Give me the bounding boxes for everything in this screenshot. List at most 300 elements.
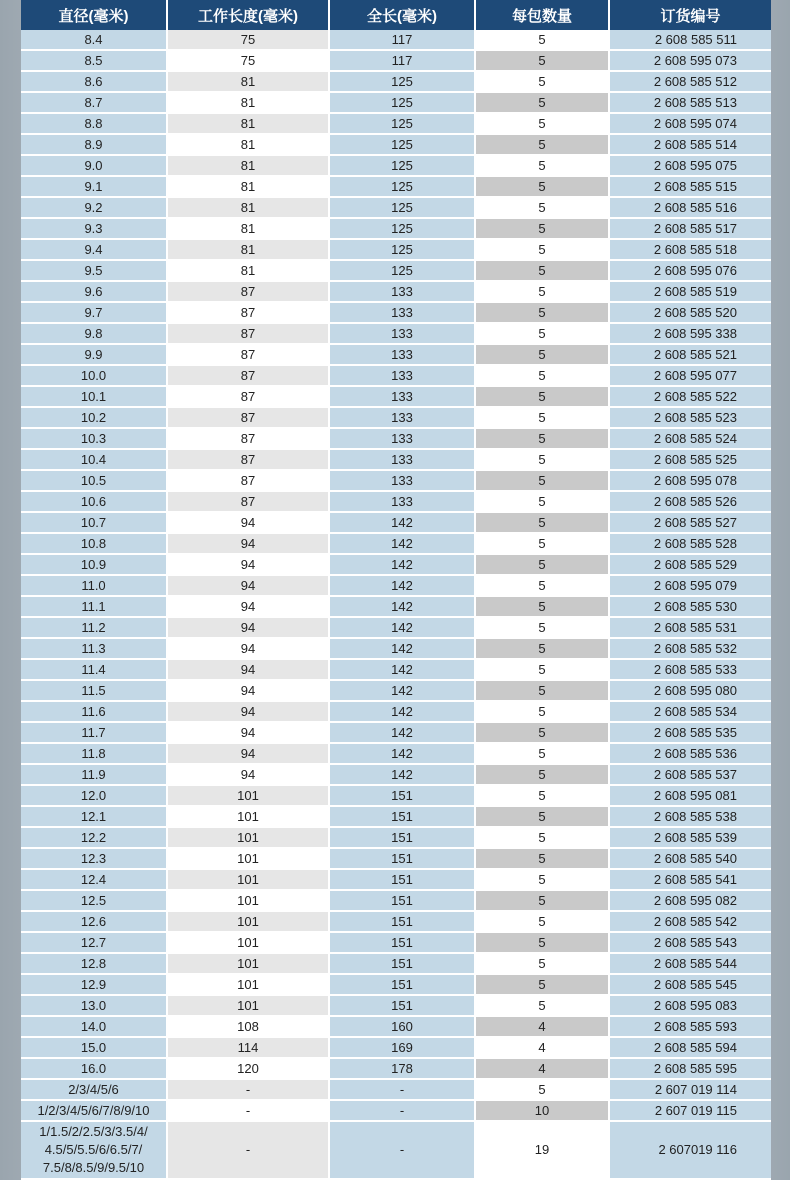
total-length-cell: 151 <box>329 995 475 1016</box>
working-length-cell: 81 <box>167 71 329 92</box>
pack-quantity-cell: 5 <box>475 281 609 302</box>
working-length-cell: 101 <box>167 953 329 974</box>
total-length-cell: 125 <box>329 197 475 218</box>
order-number-cell: 2 608 585 537 <box>609 764 771 785</box>
table-row <box>21 1121 771 1179</box>
order-number-cell: 2 608 585 595 <box>609 1058 771 1079</box>
pack-quantity-cell: 5 <box>475 365 609 386</box>
working-length-cell: 101 <box>167 911 329 932</box>
total-length-cell: 151 <box>329 806 475 827</box>
header-diameter: 直径(毫米) <box>21 0 167 30</box>
order-number-cell: 2 608 595 082 <box>609 890 771 911</box>
table-row <box>21 680 771 701</box>
order-number-cell: 2 608 595 077 <box>609 365 771 386</box>
pack-quantity-cell: 5 <box>475 869 609 890</box>
working-length-cell: - <box>167 1079 329 1100</box>
total-length-cell: 133 <box>329 323 475 344</box>
table-row <box>21 1079 771 1100</box>
order-number-cell: 2 608 585 529 <box>609 554 771 575</box>
order-number-cell: 2 608 585 514 <box>609 134 771 155</box>
pack-quantity-cell: 19 <box>475 1121 609 1179</box>
total-length-cell: 151 <box>329 890 475 911</box>
table-row <box>21 827 771 848</box>
pack-quantity-cell: 5 <box>475 197 609 218</box>
diameter-cell: 13.0 <box>21 995 167 1016</box>
pack-quantity-cell: 5 <box>475 659 609 680</box>
total-length-cell: 125 <box>329 113 475 134</box>
header-working-length: 工作长度(毫米) <box>167 0 329 30</box>
order-number-cell: 2 608 585 527 <box>609 512 771 533</box>
total-length-cell: 160 <box>329 1016 475 1037</box>
diameter-cell: 10.8 <box>21 533 167 554</box>
order-number-cell: 2 608 595 074 <box>609 113 771 134</box>
working-length-cell: 94 <box>167 533 329 554</box>
working-length-cell: 94 <box>167 764 329 785</box>
pack-quantity-cell: 5 <box>475 722 609 743</box>
total-length-cell: 151 <box>329 869 475 890</box>
pack-quantity-cell: 5 <box>475 575 609 596</box>
table-row <box>21 617 771 638</box>
diameter-cell: 8.8 <box>21 113 167 134</box>
total-length-cell: - <box>329 1121 475 1179</box>
table-row <box>21 512 771 533</box>
diameter-cell: 12.2 <box>21 827 167 848</box>
order-number-cell: 2 608 585 515 <box>609 176 771 197</box>
diameter-cell: 11.6 <box>21 701 167 722</box>
working-length-cell: 101 <box>167 869 329 890</box>
total-length-cell: 142 <box>329 617 475 638</box>
diameter-cell: 8.5 <box>21 50 167 71</box>
pack-quantity-cell: 5 <box>475 323 609 344</box>
working-length-cell: 87 <box>167 428 329 449</box>
working-length-cell: 94 <box>167 701 329 722</box>
total-length-cell: 151 <box>329 911 475 932</box>
working-length-cell: 87 <box>167 365 329 386</box>
diameter-cell: 14.0 <box>21 1016 167 1037</box>
working-length-cell: 101 <box>167 848 329 869</box>
order-number-cell: 2 608 585 528 <box>609 533 771 554</box>
pack-quantity-cell: 5 <box>475 848 609 869</box>
table-row <box>21 701 771 722</box>
table-row <box>21 134 771 155</box>
pack-quantity-cell: 5 <box>475 113 609 134</box>
working-length-cell: 87 <box>167 281 329 302</box>
diameter-cell: 15.0 <box>21 1037 167 1058</box>
pack-quantity-cell: 5 <box>475 1079 609 1100</box>
order-number-cell: 2 608 585 544 <box>609 953 771 974</box>
total-length-cell: 151 <box>329 974 475 995</box>
order-number-cell: 2 608 585 593 <box>609 1016 771 1037</box>
total-length-cell: - <box>329 1100 475 1121</box>
total-length-cell: 142 <box>329 659 475 680</box>
diameter-cell: 1/2/3/4/5/6/7/8/9/10 <box>21 1100 167 1121</box>
diameter-cell: 12.7 <box>21 932 167 953</box>
table-row <box>21 575 771 596</box>
total-length-cell: 142 <box>329 554 475 575</box>
header-pack-quantity: 每包数量 <box>475 0 609 30</box>
diameter-cell: 10.1 <box>21 386 167 407</box>
pack-quantity-cell: 5 <box>475 71 609 92</box>
header-total-length: 全长(毫米) <box>329 0 475 30</box>
total-length-cell: 125 <box>329 239 475 260</box>
pack-quantity-cell: 5 <box>475 932 609 953</box>
working-length-cell: 94 <box>167 512 329 533</box>
order-number-cell: 2 608 585 545 <box>609 974 771 995</box>
total-length-cell: - <box>329 1079 475 1100</box>
diameter-cell: 11.8 <box>21 743 167 764</box>
total-length-cell: 125 <box>329 176 475 197</box>
diameter-cell: 9.0 <box>21 155 167 176</box>
table-row <box>21 92 771 113</box>
pack-quantity-cell: 5 <box>475 596 609 617</box>
pack-quantity-cell: 5 <box>475 533 609 554</box>
table-row <box>21 911 771 932</box>
diameter-cell: 11.7 <box>21 722 167 743</box>
order-number-cell: 2 608 595 080 <box>609 680 771 701</box>
pack-quantity-cell: 5 <box>475 449 609 470</box>
order-number-cell: 2 607 019 114 <box>609 1079 771 1100</box>
order-number-cell: 2 608 595 338 <box>609 323 771 344</box>
pack-quantity-cell: 5 <box>475 260 609 281</box>
diameter-cell: 10.7 <box>21 512 167 533</box>
order-number-cell: 2 608 585 534 <box>609 701 771 722</box>
order-number-cell: 2 608 585 533 <box>609 659 771 680</box>
order-number-cell: 2 608 585 512 <box>609 71 771 92</box>
table-row <box>21 281 771 302</box>
working-length-cell: 94 <box>167 680 329 701</box>
working-length-cell: 94 <box>167 596 329 617</box>
total-length-cell: 151 <box>329 932 475 953</box>
working-length-cell: 101 <box>167 827 329 848</box>
total-length-cell: 142 <box>329 638 475 659</box>
working-length-cell: 87 <box>167 491 329 512</box>
table-row <box>21 30 771 50</box>
working-length-cell: 87 <box>167 323 329 344</box>
diameter-cell: 1/1.5/2/2.5/3/3.5/4/ 4.5/5/5.5/6/6.5/7/ 7.5/8/8.5/9/9.5/10 <box>21 1121 167 1179</box>
pack-quantity-cell: 5 <box>475 680 609 701</box>
order-number-cell: 2 608 585 535 <box>609 722 771 743</box>
table-row <box>21 596 771 617</box>
order-number-cell: 2 608 585 541 <box>609 869 771 890</box>
table-row <box>21 239 771 260</box>
order-number-cell: 2 608 585 513 <box>609 92 771 113</box>
total-length-cell: 133 <box>329 470 475 491</box>
order-number-cell: 2 608 585 518 <box>609 239 771 260</box>
working-length-cell: 94 <box>167 575 329 596</box>
order-number-cell: 2 608 595 078 <box>609 470 771 491</box>
pack-quantity-cell: 5 <box>475 827 609 848</box>
diameter-cell: 9.2 <box>21 197 167 218</box>
pack-quantity-cell: 5 <box>475 995 609 1016</box>
working-length-cell: 94 <box>167 617 329 638</box>
table-row <box>21 1100 771 1121</box>
pack-quantity-cell: 5 <box>475 638 609 659</box>
pack-quantity-cell: 5 <box>475 554 609 575</box>
table-row <box>21 50 771 71</box>
order-number-cell: 2 608 595 083 <box>609 995 771 1016</box>
pack-quantity-cell: 5 <box>475 806 609 827</box>
diameter-cell: 11.3 <box>21 638 167 659</box>
working-length-cell: 94 <box>167 659 329 680</box>
diameter-cell: 10.6 <box>21 491 167 512</box>
table-row <box>21 71 771 92</box>
working-length-cell: 94 <box>167 638 329 659</box>
total-length-cell: 142 <box>329 743 475 764</box>
table-row <box>21 470 771 491</box>
table-row <box>21 533 771 554</box>
table-row <box>21 890 771 911</box>
total-length-cell: 142 <box>329 680 475 701</box>
working-length-cell: 75 <box>167 30 329 50</box>
working-length-cell: 94 <box>167 743 329 764</box>
working-length-cell: 75 <box>167 50 329 71</box>
working-length-cell: - <box>167 1121 329 1179</box>
pack-quantity-cell: 5 <box>475 155 609 176</box>
table-row <box>21 218 771 239</box>
total-length-cell: 117 <box>329 50 475 71</box>
total-length-cell: 125 <box>329 260 475 281</box>
diameter-cell: 12.3 <box>21 848 167 869</box>
order-number-cell: 2 608 585 531 <box>609 617 771 638</box>
order-number-cell: 2 608 585 524 <box>609 428 771 449</box>
working-length-cell: 81 <box>167 113 329 134</box>
total-length-cell: 133 <box>329 344 475 365</box>
pack-quantity-cell: 5 <box>475 50 609 71</box>
order-number-cell: 2 608 585 522 <box>609 386 771 407</box>
diameter-cell: 8.7 <box>21 92 167 113</box>
pack-quantity-cell: 4 <box>475 1058 609 1079</box>
table-row <box>21 743 771 764</box>
diameter-cell: 9.5 <box>21 260 167 281</box>
order-number-cell: 2 608 585 516 <box>609 197 771 218</box>
table-row <box>21 1016 771 1037</box>
working-length-cell: 101 <box>167 995 329 1016</box>
drill-bit-spec-table <box>21 0 771 1180</box>
working-length-cell: 81 <box>167 155 329 176</box>
diameter-cell: 11.1 <box>21 596 167 617</box>
total-length-cell: 142 <box>329 533 475 554</box>
order-number-cell: 2 608 585 517 <box>609 218 771 239</box>
pack-quantity-cell: 5 <box>475 743 609 764</box>
working-length-cell: 101 <box>167 890 329 911</box>
total-length-cell: 125 <box>329 71 475 92</box>
total-length-cell: 125 <box>329 134 475 155</box>
total-length-cell: 151 <box>329 953 475 974</box>
diameter-cell: 9.8 <box>21 323 167 344</box>
pack-quantity-cell: 4 <box>475 1037 609 1058</box>
table-row <box>21 491 771 512</box>
diameter-cell: 12.1 <box>21 806 167 827</box>
order-number-cell: 2 608 595 079 <box>609 575 771 596</box>
order-number-cell: 2 608 585 520 <box>609 302 771 323</box>
pack-quantity-cell: 5 <box>475 701 609 722</box>
working-length-cell: 87 <box>167 449 329 470</box>
total-length-cell: 125 <box>329 218 475 239</box>
pack-quantity-cell: 5 <box>475 92 609 113</box>
pack-quantity-cell: 4 <box>475 1016 609 1037</box>
pack-quantity-cell: 5 <box>475 176 609 197</box>
diameter-cell: 11.4 <box>21 659 167 680</box>
pack-quantity-cell: 5 <box>475 764 609 785</box>
diameter-cell: 10.9 <box>21 554 167 575</box>
working-length-cell: 81 <box>167 260 329 281</box>
diameter-cell: 10.4 <box>21 449 167 470</box>
total-length-cell: 151 <box>329 785 475 806</box>
pack-quantity-cell: 5 <box>475 953 609 974</box>
header-order-number: 订货编号 <box>609 0 771 30</box>
working-length-cell: 87 <box>167 302 329 323</box>
total-length-cell: 133 <box>329 407 475 428</box>
order-number-cell: 2 608 585 521 <box>609 344 771 365</box>
table-row <box>21 449 771 470</box>
table-row <box>21 428 771 449</box>
total-length-cell: 178 <box>329 1058 475 1079</box>
diameter-cell: 9.4 <box>21 239 167 260</box>
total-length-cell: 117 <box>329 30 475 50</box>
pack-quantity-cell: 5 <box>475 386 609 407</box>
working-length-cell: - <box>167 1100 329 1121</box>
total-length-cell: 169 <box>329 1037 475 1058</box>
diameter-cell: 9.9 <box>21 344 167 365</box>
diameter-cell: 12.5 <box>21 890 167 911</box>
diameter-cell: 8.6 <box>21 71 167 92</box>
pack-quantity-cell: 5 <box>475 617 609 638</box>
table-row <box>21 197 771 218</box>
order-number-cell: 2 608 585 539 <box>609 827 771 848</box>
working-length-cell: 81 <box>167 197 329 218</box>
order-number-cell: 2 608 585 543 <box>609 932 771 953</box>
table-row <box>21 365 771 386</box>
diameter-cell: 12.8 <box>21 953 167 974</box>
working-length-cell: 94 <box>167 554 329 575</box>
order-number-cell: 2 608 585 536 <box>609 743 771 764</box>
diameter-cell: 8.4 <box>21 30 167 50</box>
diameter-cell: 2/3/4/5/6 <box>21 1079 167 1100</box>
table-row <box>21 785 771 806</box>
total-length-cell: 142 <box>329 764 475 785</box>
pack-quantity-cell: 10 <box>475 1100 609 1121</box>
total-length-cell: 142 <box>329 722 475 743</box>
diameter-cell: 11.9 <box>21 764 167 785</box>
total-length-cell: 125 <box>329 92 475 113</box>
order-number-cell: 2 608 585 594 <box>609 1037 771 1058</box>
order-number-cell: 2 608 585 540 <box>609 848 771 869</box>
spec-table-container <box>21 0 771 1175</box>
table-row <box>21 1037 771 1058</box>
table-row <box>21 323 771 344</box>
working-length-cell: 108 <box>167 1016 329 1037</box>
order-number-cell: 2 608 585 526 <box>609 491 771 512</box>
diameter-cell: 10.3 <box>21 428 167 449</box>
working-length-cell: 87 <box>167 386 329 407</box>
pack-quantity-cell: 5 <box>475 302 609 323</box>
pack-quantity-cell: 5 <box>475 239 609 260</box>
diameter-cell: 10.5 <box>21 470 167 491</box>
table-row <box>21 764 771 785</box>
diameter-cell: 11.0 <box>21 575 167 596</box>
working-length-cell: 120 <box>167 1058 329 1079</box>
working-length-cell: 81 <box>167 218 329 239</box>
order-number-cell: 2 608 585 538 <box>609 806 771 827</box>
total-length-cell: 133 <box>329 281 475 302</box>
diameter-cell: 9.3 <box>21 218 167 239</box>
working-length-cell: 101 <box>167 806 329 827</box>
table-row <box>21 995 771 1016</box>
diameter-cell: 11.2 <box>21 617 167 638</box>
table-row <box>21 659 771 680</box>
pack-quantity-cell: 5 <box>475 344 609 365</box>
working-length-cell: 81 <box>167 134 329 155</box>
pack-quantity-cell: 5 <box>475 785 609 806</box>
table-body <box>21 30 771 1179</box>
table-row <box>21 974 771 995</box>
diameter-cell: 12.0 <box>21 785 167 806</box>
table-row <box>21 407 771 428</box>
pack-quantity-cell: 5 <box>475 974 609 995</box>
diameter-cell: 9.7 <box>21 302 167 323</box>
table-row <box>21 806 771 827</box>
table-row <box>21 155 771 176</box>
diameter-cell: 9.6 <box>21 281 167 302</box>
total-length-cell: 142 <box>329 596 475 617</box>
working-length-cell: 101 <box>167 974 329 995</box>
diameter-cell: 10.2 <box>21 407 167 428</box>
diameter-cell: 16.0 <box>21 1058 167 1079</box>
total-length-cell: 151 <box>329 827 475 848</box>
order-number-cell: 2 607019 116 <box>609 1121 771 1179</box>
working-length-cell: 87 <box>167 470 329 491</box>
diameter-cell: 8.9 <box>21 134 167 155</box>
total-length-cell: 151 <box>329 848 475 869</box>
pack-quantity-cell: 5 <box>475 134 609 155</box>
header-row <box>21 0 771 30</box>
diameter-cell: 12.4 <box>21 869 167 890</box>
total-length-cell: 142 <box>329 575 475 596</box>
working-length-cell: 81 <box>167 176 329 197</box>
table-row <box>21 260 771 281</box>
order-number-cell: 2 608 585 519 <box>609 281 771 302</box>
order-number-cell: 2 608 595 073 <box>609 50 771 71</box>
pack-quantity-cell: 5 <box>475 407 609 428</box>
table-row <box>21 1058 771 1079</box>
pack-quantity-cell: 5 <box>475 30 609 50</box>
working-length-cell: 94 <box>167 722 329 743</box>
order-number-cell: 2 608 595 081 <box>609 785 771 806</box>
table-row <box>21 113 771 134</box>
diameter-cell: 12.6 <box>21 911 167 932</box>
working-length-cell: 101 <box>167 785 329 806</box>
order-number-cell: 2 608 585 530 <box>609 596 771 617</box>
table-row <box>21 953 771 974</box>
total-length-cell: 133 <box>329 449 475 470</box>
pack-quantity-cell: 5 <box>475 470 609 491</box>
pack-quantity-cell: 5 <box>475 890 609 911</box>
pack-quantity-cell: 5 <box>475 218 609 239</box>
order-number-cell: 2 608 585 542 <box>609 911 771 932</box>
pack-quantity-cell: 5 <box>475 911 609 932</box>
order-number-cell: 2 608 595 076 <box>609 260 771 281</box>
diameter-cell: 11.5 <box>21 680 167 701</box>
order-number-cell: 2 608 585 525 <box>609 449 771 470</box>
total-length-cell: 125 <box>329 155 475 176</box>
pack-quantity-cell: 5 <box>475 512 609 533</box>
working-length-cell: 101 <box>167 932 329 953</box>
table-row <box>21 869 771 890</box>
table-row <box>21 176 771 197</box>
table-row <box>21 722 771 743</box>
order-number-cell: 2 607 019 115 <box>609 1100 771 1121</box>
diameter-cell: 12.9 <box>21 974 167 995</box>
